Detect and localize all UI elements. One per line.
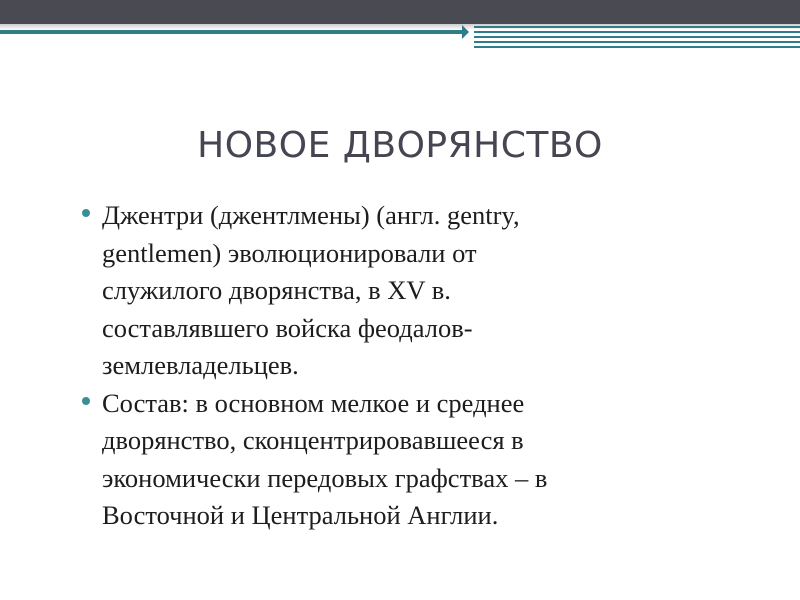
stripe [474, 41, 800, 43]
bullet-line: gentlemen) эволюционировали от [102, 237, 477, 268]
bullet-item-composition [80, 385, 720, 535]
bullet-dot-icon [82, 209, 90, 217]
bullet-line: Джентри (джентлмены) (англ. gentry, [102, 200, 520, 230]
bullet-line: дворянство, сконцентрировавшееся в [102, 425, 524, 455]
stripe [474, 46, 800, 48]
bullet-line: составлявшего войска феодалов- [102, 312, 473, 343]
top-band [0, 0, 800, 24]
bullet-list [80, 197, 720, 535]
decorative-stripes [474, 25, 800, 52]
bullet-line: Состав: в основном мелкое и среднее [102, 387, 525, 418]
bullet-item-gentry [80, 197, 720, 385]
stripe [474, 31, 800, 33]
stripe [474, 36, 800, 38]
bullet-dot-icon [82, 397, 90, 405]
accent-arrow-icon [462, 25, 469, 39]
bullet-line: Восточной и Центральной Англии. [102, 500, 499, 530]
bullet-line: служилого дворянства, в XV в. [102, 275, 451, 305]
accent-line [0, 30, 462, 34]
stripe [474, 26, 800, 28]
bullet-line: землевладельцев. [102, 350, 299, 380]
bullet-line: экономически передовых графствах – в [102, 462, 548, 493]
slide-title: НОВОЕ ДВОРЯНСТВО [197, 125, 603, 166]
